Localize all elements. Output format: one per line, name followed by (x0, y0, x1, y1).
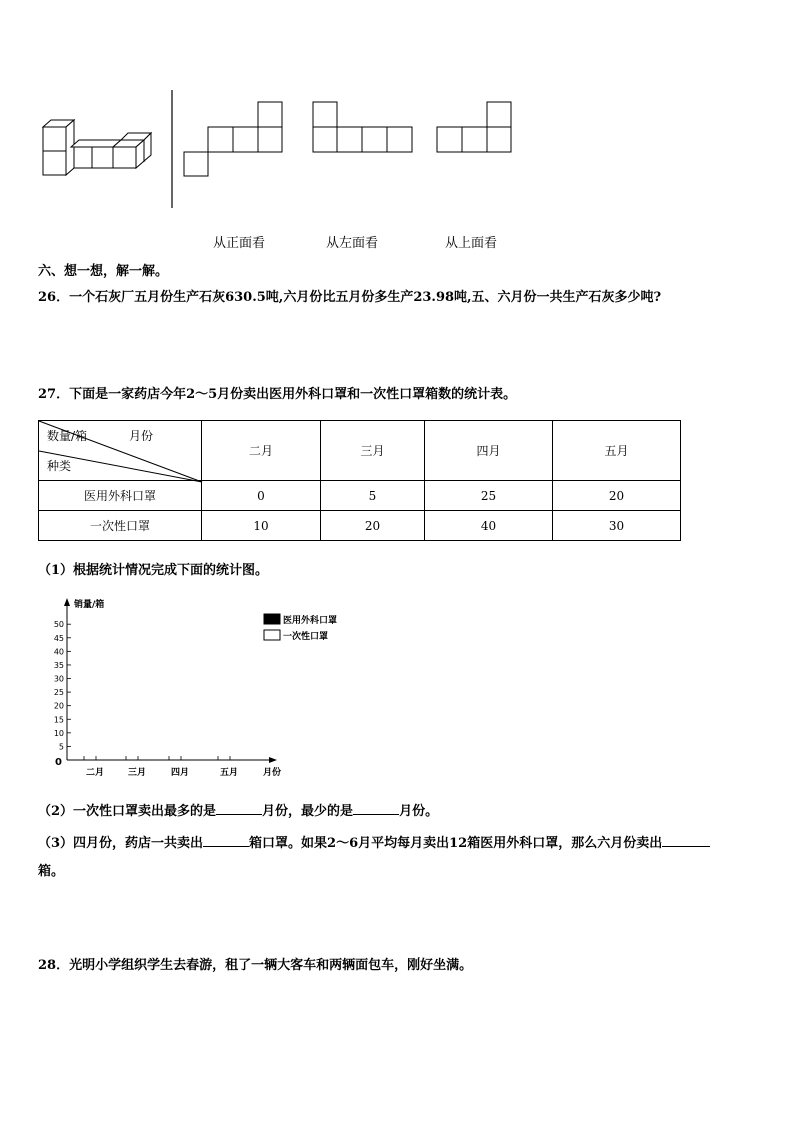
q27-3-text-1: （3）四月份，药店一共卖出 (38, 836, 204, 851)
stats-table (38, 420, 681, 541)
question-27-3 (38, 834, 710, 852)
left-view-label: 从左面看 (326, 236, 379, 251)
cube-figure (0, 0, 794, 220)
corner-category-label: 种类 (47, 459, 72, 473)
month-header: 四月 (425, 421, 553, 481)
table-cell: 10 (202, 511, 321, 541)
section-6-title: 六、想一想，解一解。 (38, 264, 169, 279)
y-tick-label: 30 (53, 674, 64, 684)
front-view-shape (184, 102, 282, 176)
table-cell: 5 (321, 481, 425, 511)
y-tick-label: 35 (53, 660, 64, 670)
x-axis-arrow (269, 757, 277, 763)
y-axis-label: 销量/箱 (74, 600, 105, 610)
question-27: 27．下面是一家药店今年2～5月份卖出医用外科口罩和一次性口罩箱数的统计表。 (38, 387, 517, 402)
origin-label: 0 (55, 757, 62, 768)
y-tick-label: 50 (53, 620, 64, 630)
question-28: 28．光明小学组织学生去春游，租了一辆大客车和两辆面包车，刚好坐满。 (38, 958, 473, 973)
y-tick-label: 5 (58, 742, 64, 752)
bar-chart (40, 590, 340, 790)
y-tick-label: 25 (53, 688, 64, 698)
q27-2-text-2: 月份，最少的是 (262, 804, 354, 819)
corner-month-label: 月份 (129, 429, 154, 443)
table-cell: 20 (553, 481, 681, 511)
y-tick-label: 15 (53, 715, 64, 725)
answer-blank-least[interactable] (353, 802, 399, 815)
q27-2-text-3: 月份。 (399, 804, 439, 819)
month-header: 二月 (202, 421, 321, 481)
legend-label: 医用外科口罩 (283, 616, 338, 626)
corner-quantity-label: 数量/箱 (47, 429, 88, 443)
left-view-shape (313, 102, 412, 152)
legend-swatch (264, 614, 280, 624)
legend-swatch (264, 630, 280, 640)
table-cell: 40 (425, 511, 553, 541)
top-view-shape (437, 102, 511, 152)
y-tick-label: 40 (53, 647, 64, 657)
question-26: 26．一个石灰厂五月份生产石灰630.5吨,六月份比五月份多生产23.98吨,五、六月份一共生产石灰多少吨? (38, 290, 662, 305)
answer-blank-april-total[interactable] (203, 834, 249, 847)
question-27-2 (38, 802, 438, 820)
y-tick-label: 20 (53, 701, 64, 711)
month-header: 三月 (321, 421, 425, 481)
month-header: 五月 (553, 421, 681, 481)
x-tick-label: 五月 (219, 768, 239, 778)
answer-blank-most[interactable] (216, 802, 262, 815)
table-cell: 30 (553, 511, 681, 541)
y-tick-label: 45 (53, 633, 64, 643)
y-tick-label: 10 (53, 728, 64, 738)
table-cell: 0 (202, 481, 321, 511)
y-axis-arrow (64, 598, 70, 606)
q27-3-text-2: 箱口罩。如果2～6月平均每月卖出12箱医用外科口罩，那么六月份卖出 (249, 836, 663, 851)
front-view-label: 从正面看 (213, 236, 266, 251)
table-cell: 20 (321, 511, 425, 541)
question-27-1: （1）根据统计情况完成下面的统计图。 (38, 563, 269, 578)
table-row (39, 511, 681, 541)
table-row (39, 481, 681, 511)
table-cell: 25 (425, 481, 553, 511)
answer-blank-june[interactable] (662, 834, 710, 847)
x-axis-label: 月份 (262, 768, 282, 778)
q27-2-text-1: （2）一次性口罩卖出最多的是 (38, 804, 217, 819)
top-view-label: 从上面看 (445, 236, 498, 251)
legend-label: 一次性口罩 (283, 632, 329, 642)
question-27-3-end: 箱。 (38, 864, 65, 879)
row-label: 医用外科口罩 (39, 481, 202, 511)
row-label: 一次性口罩 (39, 511, 202, 541)
x-tick-label: 二月 (85, 768, 105, 778)
x-tick-label: 三月 (127, 768, 147, 778)
table-corner-cell (39, 421, 202, 481)
x-tick-label: 四月 (170, 768, 190, 778)
